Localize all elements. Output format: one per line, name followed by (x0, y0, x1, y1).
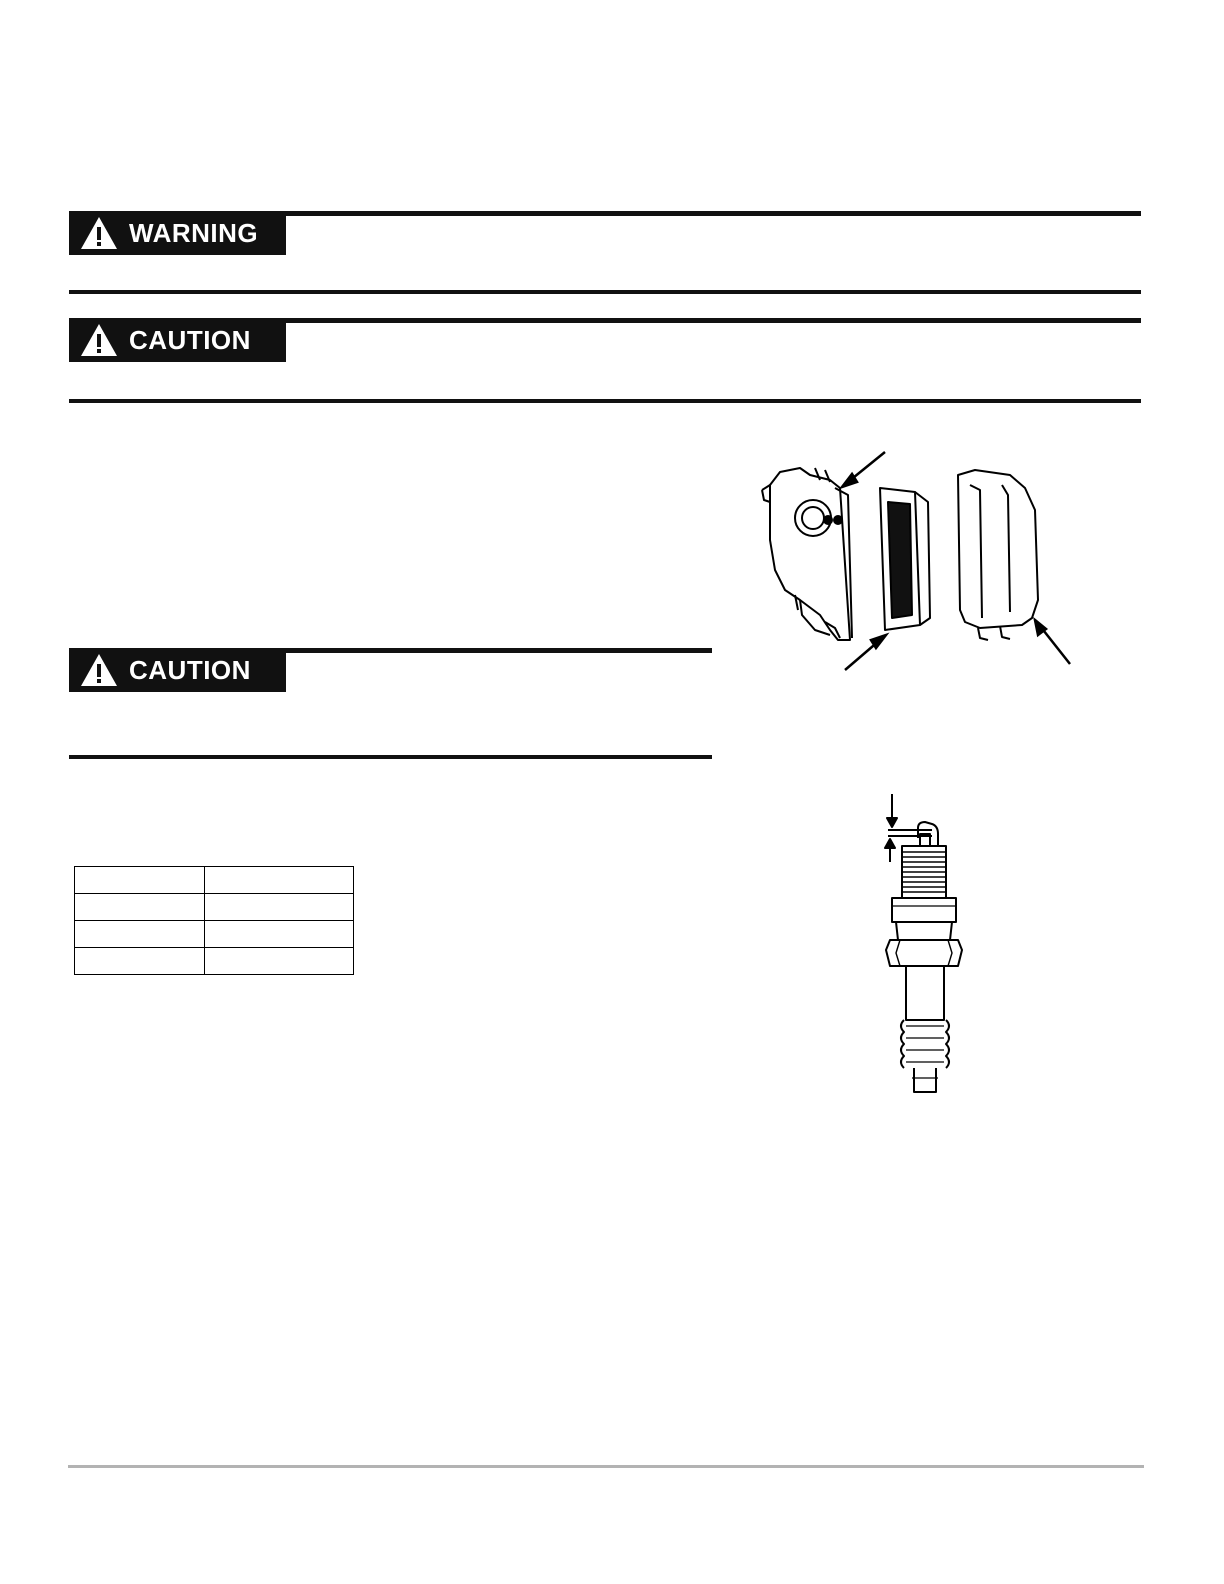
table-cell (205, 921, 354, 948)
table-cell (205, 948, 354, 975)
spark-plug-threads (902, 846, 946, 898)
caution-label-mid (69, 648, 286, 692)
spark-plug-diagram (870, 790, 980, 1100)
caution-text-mid: CAUTION (129, 654, 251, 685)
table-row (75, 948, 354, 975)
air-filter-diagram (740, 440, 1090, 680)
footer-rule (68, 1465, 1144, 1468)
table-cell (205, 894, 354, 921)
table-cell (205, 867, 354, 894)
table-cell (75, 921, 205, 948)
caution-label-top (69, 318, 286, 362)
caution-banner-mid (69, 648, 712, 760)
caution-banner-top (69, 318, 1141, 404)
warning-text: WARNING (129, 217, 259, 248)
spark-plug-insulator (901, 966, 949, 1068)
table-row (75, 921, 354, 948)
spark-plug-hex (886, 922, 962, 966)
air-filter-cover (958, 470, 1038, 640)
table-row (75, 894, 354, 921)
warning-label (69, 211, 286, 255)
caution-triangle-icon (79, 652, 119, 688)
table-cell (75, 894, 205, 921)
table-cell (75, 867, 205, 894)
caution-text-top: CAUTION (129, 324, 251, 355)
warning-banner (69, 211, 1141, 295)
warning-triangle-icon (79, 215, 119, 251)
caution-triangle-icon (79, 322, 119, 358)
air-filter-base (762, 468, 852, 640)
spec-table (74, 866, 354, 975)
air-filter-element (880, 488, 930, 630)
table-row (75, 867, 354, 894)
table-cell (75, 948, 205, 975)
